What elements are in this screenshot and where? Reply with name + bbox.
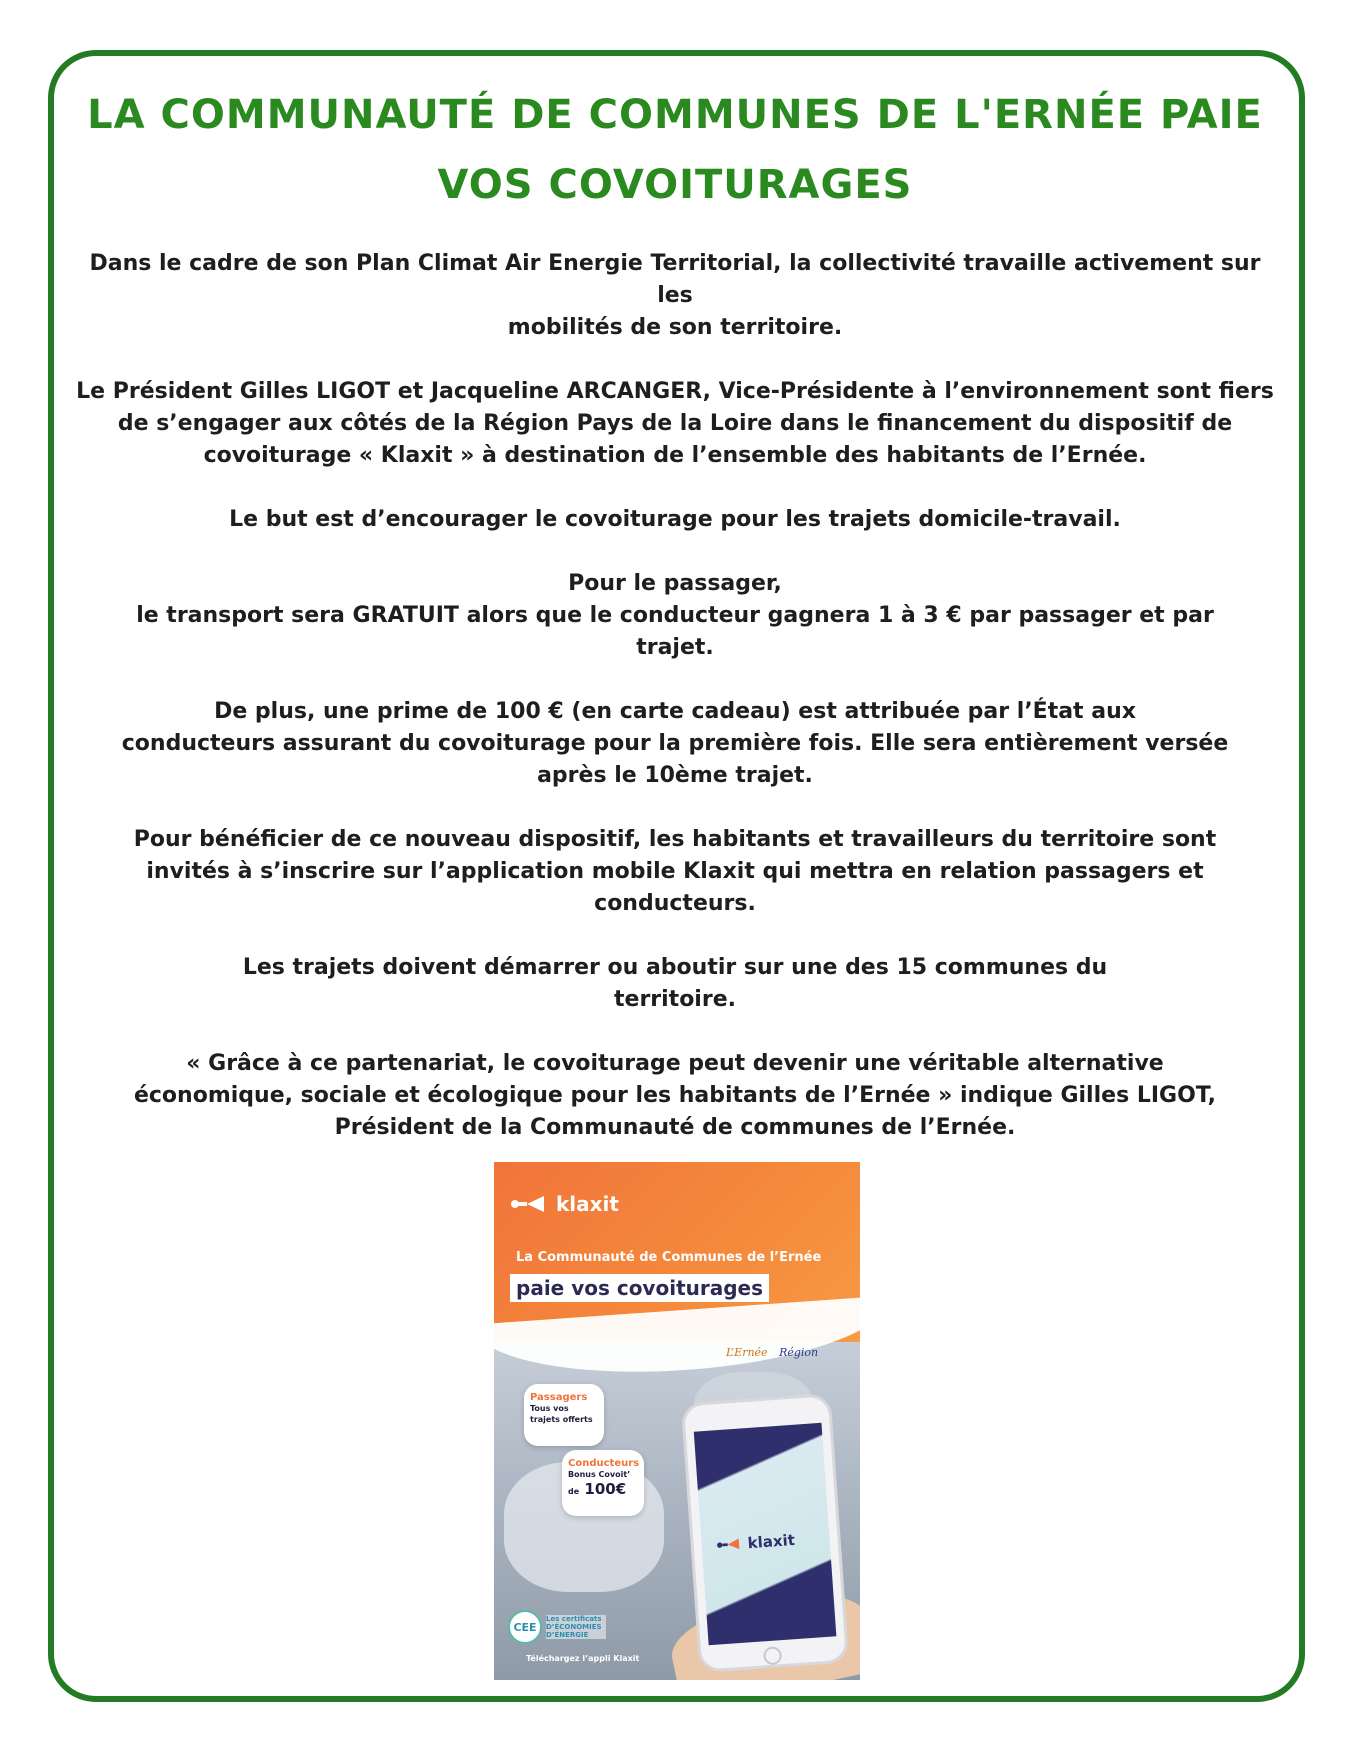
paragraph-bonus <box>70 696 1280 792</box>
title-line-2: VOS COVOITURAGES <box>437 162 913 208</box>
amount-value: 100€ <box>584 1480 627 1498</box>
title-line-1: LA COMMUNAUTÉ DE COMMUNES DE L'ERNÉE PAIE <box>87 92 1263 138</box>
text-line: Pour bénéficier de ce nouveau dispositif, les habitants et travailleurs du territoire sont <box>133 827 1217 852</box>
partner-logos <box>726 1346 818 1359</box>
paragraph-quote <box>70 1048 1280 1144</box>
klaxit-logo <box>510 1192 619 1216</box>
page-title <box>60 80 1290 220</box>
phone-screen <box>694 1423 837 1645</box>
smartphone <box>681 1393 849 1673</box>
text-line: trajet. <box>636 635 714 660</box>
text-line: économique, sociale et écologique pour les habitants de l’Ernée » indique Gilles LIGOT, <box>133 1083 1217 1108</box>
card-text: trajets offerts <box>530 1415 593 1424</box>
ernee-logo: L’Ernée <box>726 1346 768 1359</box>
phone-klaxit-logo <box>715 1523 821 1560</box>
amount-prefix: de <box>568 1487 580 1496</box>
text-line: De plus, une prime de 100 € (en carte cadeau) est attribuée par l’État aux <box>214 699 1136 724</box>
text-line: Pour le passager, <box>568 571 782 596</box>
paragraph-communes <box>70 952 1280 1016</box>
card-text: Tous vos <box>530 1404 569 1413</box>
paragraph-president <box>70 376 1280 472</box>
text-line: mobilités de son territoire. <box>507 315 843 340</box>
article-body <box>70 248 1280 1176</box>
card-title: Passagers <box>530 1392 588 1403</box>
text-line: conducteurs assurant du covoiturage pour la première fois. Elle sera entièrement versée <box>121 731 1229 756</box>
card-text: Bonus Covoit’ <box>568 1470 631 1479</box>
card-title: Conducteurs <box>568 1458 640 1469</box>
text-line: territoire. <box>614 987 736 1012</box>
text-line: covoiturage « Klaxit » à destination de l’ensemble des habitants de l’Ernée. <box>203 443 1147 468</box>
region-logo: Région <box>779 1346 819 1359</box>
cee-text: Les certificats D’ÉCONOMIES D’ÉNERGIE <box>546 1615 606 1639</box>
horn-icon <box>715 1538 744 1552</box>
conducteurs-card <box>562 1450 644 1516</box>
text-line: de s’engager aux côtés de la Région Pays de la Loire dans le financement du dispositif de <box>117 411 1233 436</box>
download-text: Téléchargez l’appli Klaxit <box>526 1654 640 1663</box>
text-line: Dans le cadre de son Plan Climat Air Energie Territorial, la collectivité travaille activement sur les <box>89 251 1261 308</box>
cee-badge: CEE <box>508 1610 542 1644</box>
text-line: après le 10ème trajet. <box>537 763 813 788</box>
text-line: Président de la Communauté de communes de l’Ernée. <box>334 1115 1016 1140</box>
text-line: « Grâce à ce partenariat, le covoiturage peut devenir une véritable alternative <box>186 1051 1164 1076</box>
flyer-subtitle: La Communauté de Communes de l’Ernée <box>516 1250 822 1265</box>
text-line: Les trajets doivent démarrer ou aboutir sur une des 15 communes du <box>242 955 1108 980</box>
text-line: Le but est d’encourager le covoiturage pour les trajets domicile-travail. <box>229 507 1121 532</box>
cee-logo <box>508 1610 606 1644</box>
text-line: le transport sera GRATUIT alors que le conducteur gagnera 1 à 3 € par passager et par <box>136 603 1214 628</box>
text-line: Le Président Gilles LIGOT et Jacqueline ARCANGER, Vice-Présidente à l’environnement sont fiers <box>76 379 1274 404</box>
bonus-amount <box>568 1480 638 1498</box>
horn-icon <box>510 1195 550 1213</box>
paragraph-signup <box>70 824 1280 920</box>
paragraph-goal <box>70 504 1280 536</box>
passagers-card <box>524 1384 604 1446</box>
brand-name: klaxit <box>556 1192 619 1216</box>
home-button-icon <box>763 1646 782 1665</box>
brand-name: klaxit <box>747 1530 796 1553</box>
klaxit-flyer-image <box>494 1162 860 1680</box>
paragraph-passenger <box>70 568 1280 664</box>
text-line: invités à s’inscrire sur l’application mobile Klaxit qui mettra en relation passagers et <box>146 859 1204 884</box>
paragraph-intro <box>70 248 1280 344</box>
flyer-headline: paie vos covoiturages <box>510 1274 769 1302</box>
text-line: conducteurs. <box>594 891 756 916</box>
